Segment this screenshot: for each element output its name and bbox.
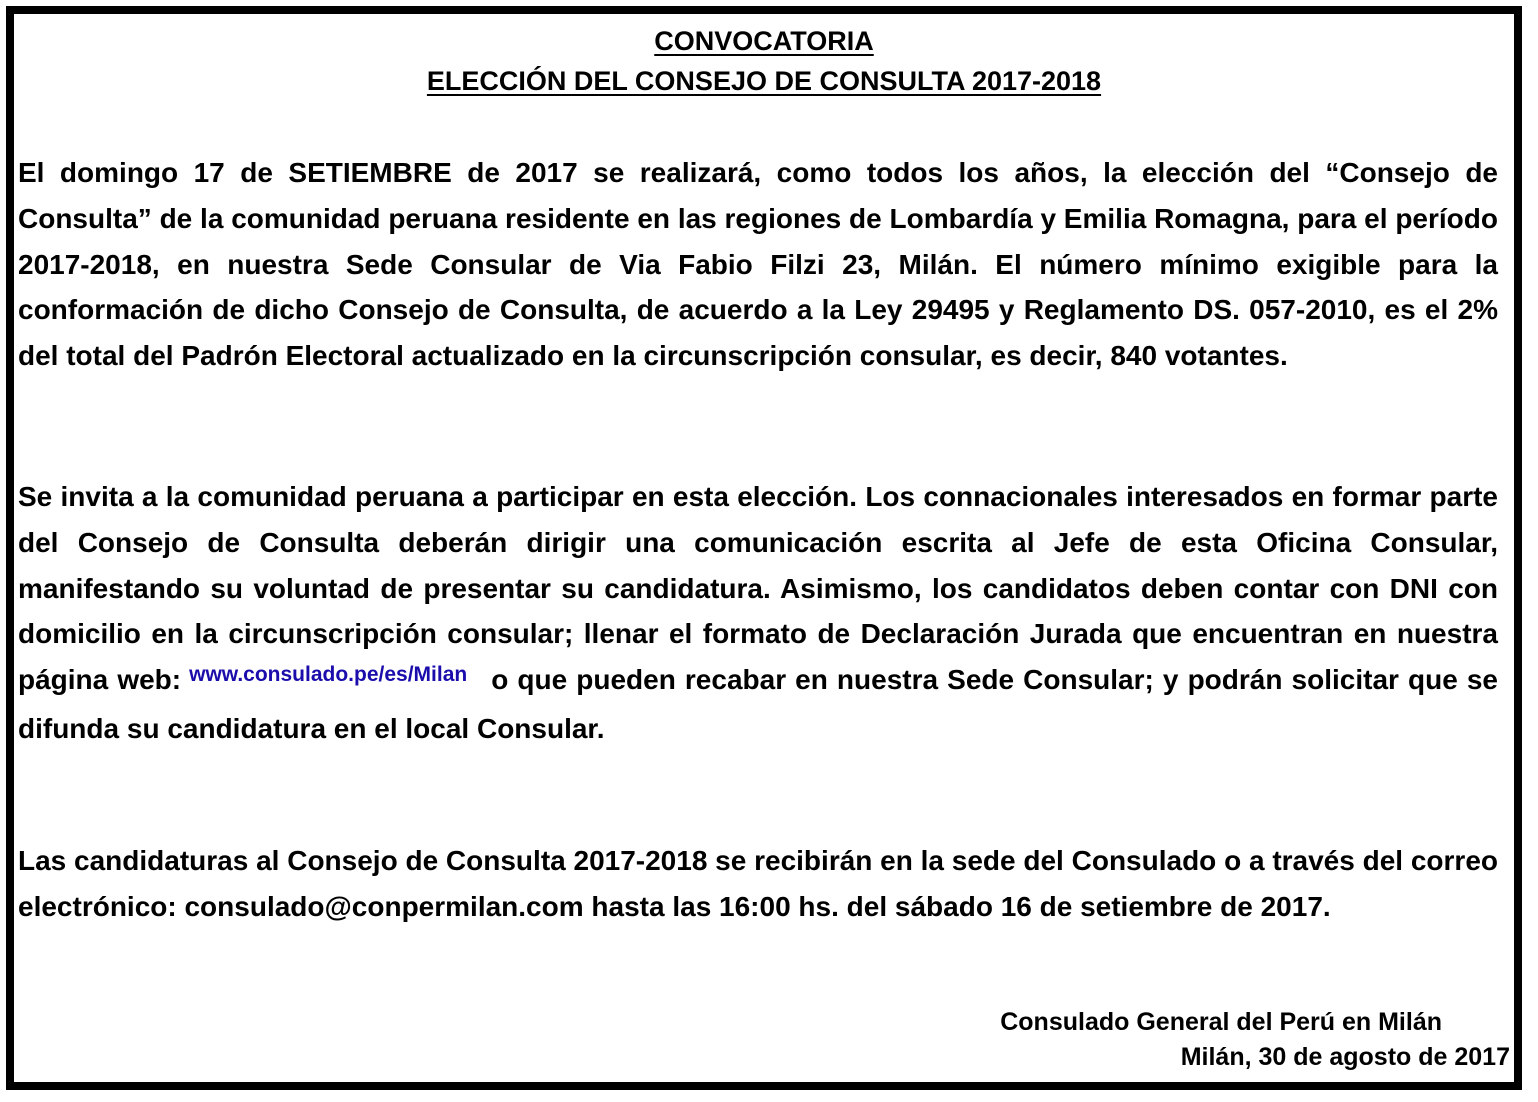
- paragraph-election-announcement: El domingo 17 de SETIEMBRE de 2017 se realizará, como todos los años, la elección del “Consejo de Consulta” de la comunidad peruana residente en las regiones de Lombardía y Emilia Romagna, para el período 2017-2018, en nuestra Sede Consular de Via Fabio Filzi 23, Milán. El número mínimo exigible para la conformación de dicho Consejo de Consulta, de acuerdo a la Ley 29495 y Reglamento DS. 057-2010, es el 2% del total del Padrón Electoral actualizado en la circunscripción consular, es decir, 840 votantes.: [18, 157, 1498, 372]
- document-title: [14, 26, 1514, 56]
- paragraph-candidacy-deadline: Las candidaturas al Consejo de Consulta 2017-2018 se recibirán en la sede del Consulado o a través del correo electrónico: consulado@conpermilan.com hasta las 16:00 hs. del sábado 16 de setiembre de 2017.: [18, 845, 1498, 922]
- signature-organization: Consulado General del Perú en Milán: [1000, 1008, 1442, 1036]
- paragraph-invitation-text: Se invita a la comunidad peruana a participar en esta elección. Los connacionales interesados en formar parte del Consejo de Consulta deberán dirigir una comunicación escrita al Jefe de esta Oficina Consular, manifestando su voluntad de presentar su candidatura. Asimismo, los candidatos deben contar con DNI con domicilio en la circunscripción consular; llenar el formato de Declaración Jurada que encuentran en nuestra página web:: [18, 481, 1498, 696]
- document-title-text: CONVOCATORIA: [654, 26, 874, 56]
- document-subtitle-text: ELECCIÓN DEL CONSEJO DE CONSULTA 2017-2018: [426, 66, 1102, 96]
- paragraph-invitation-continuation: o que pueden recabar en nuestra Sede Consular; y podrán solicitar que se difunda su candidatura en el local Consular.: [18, 664, 1499, 744]
- website-link[interactable]: www.consulado.pe/es/Milan: [189, 663, 468, 687]
- signature-date: Milán, 30 de agosto de 2017: [1180, 1043, 1510, 1071]
- document-subtitle: [14, 66, 1514, 96]
- paragraph-invitation: [18, 474, 1498, 752]
- notice-frame: [6, 6, 1522, 1090]
